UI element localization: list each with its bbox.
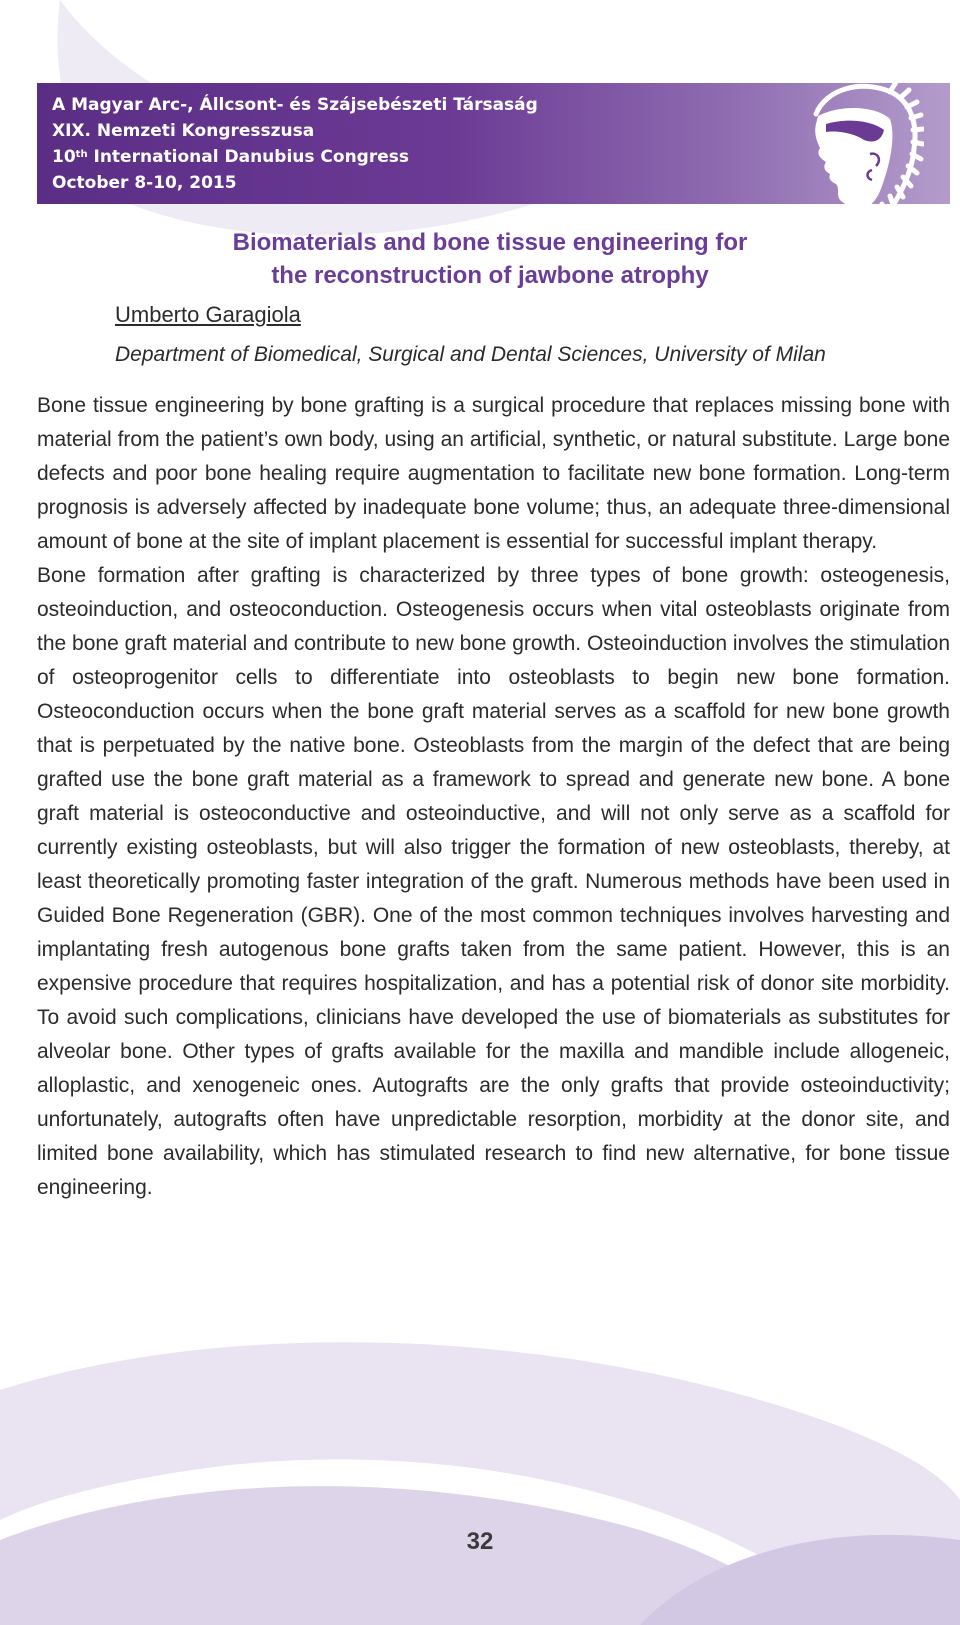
author-affiliation: Department of Biomedical, Surgical and Dental Sciences, University of Milan [115,343,826,366]
article-title [140,226,840,292]
helmeted-profile-logo-icon [786,74,924,226]
abstract-paragraph-1: Bone tissue engineering by bone grafting is a surgical procedure that replaces missing bone with material from the patient’s own body, using an artificial, synthetic, or natural substitute. Large bone defects and poor bone healing require augmentation to facilitate new bone formation. Long-term prognosis is adversely affected by inadequate bone volume; thus, an adequate three-dimensional amount of bone at the site of implant placement is essential for successful implant therapy. [37,394,950,553]
abstract-paragraph-2: Bone formation after grafting is characterized by three types of bone growth: osteogenesis, osteoinduction, and osteoconduction. Osteogenesis occurs when vital osteoblasts originate from the bone graft material and contribute to new bone growth. Osteoinduction involves the stimulation of osteoprogenitor cells to differentiate into osteoblasts to begin new bone formation. Osteoconduction occurs when the bone graft material serves as a scaffold for new bone growth that is perpetuated by the native bone. Osteoblasts from the margin of the defect that are being grafted use the bone graft material as a framework to spread and generate new bone. A bone graft material is osteoconductive and osteoinductive, and will not only serve as a scaffold for currently existing osteoblasts, but will also trigger the formation of new osteoblasts, thereby, at least theoretically promoting faster integration of the graft. Numerous methods have been used in Guided Bone Regeneration (GBR). One of the most common techniques involves harvesting and implantating fresh autogenous bone grafts taken from the same patient. However, this is an expensive procedure that requires hospitalization, and has a potential risk of donor site morbidity. To avoid such complications, clinicians have developed the use of biomaterials as substitutes for alveolar bone. Other types of grafts available for the maxilla and mandible include allogeneic, alloplastic, and xenogeneic ones. Autografts are the only grafts that provide osteoinductivity; unfortunately, autografts often have unpredictable resorption, morbidity at the donor site, and limited bone availability, which has stimulated research to find new alternative, for bone tissue engineering. [37,564,950,1199]
society-name: A Magyar Arc-, Állcsont- és Szájsebészeti Társaság [52,95,538,115]
author-name: Umberto Garagiola [115,302,301,327]
congress-name-hu: XIX. Nemzeti Kongresszusa [52,121,315,141]
article-title-line-1: Biomaterials and bone tissue engineering for [232,229,748,256]
congress-name-en: 10th International Danubius Congress [52,147,409,167]
abstract-body [37,389,950,1205]
article-title-line-2: the reconstruction of jawbone atrophy [271,262,709,289]
congress-dates: October 8-10, 2015 [52,173,237,193]
congress-header [52,92,538,196]
page-number: 32 [466,1528,494,1555]
